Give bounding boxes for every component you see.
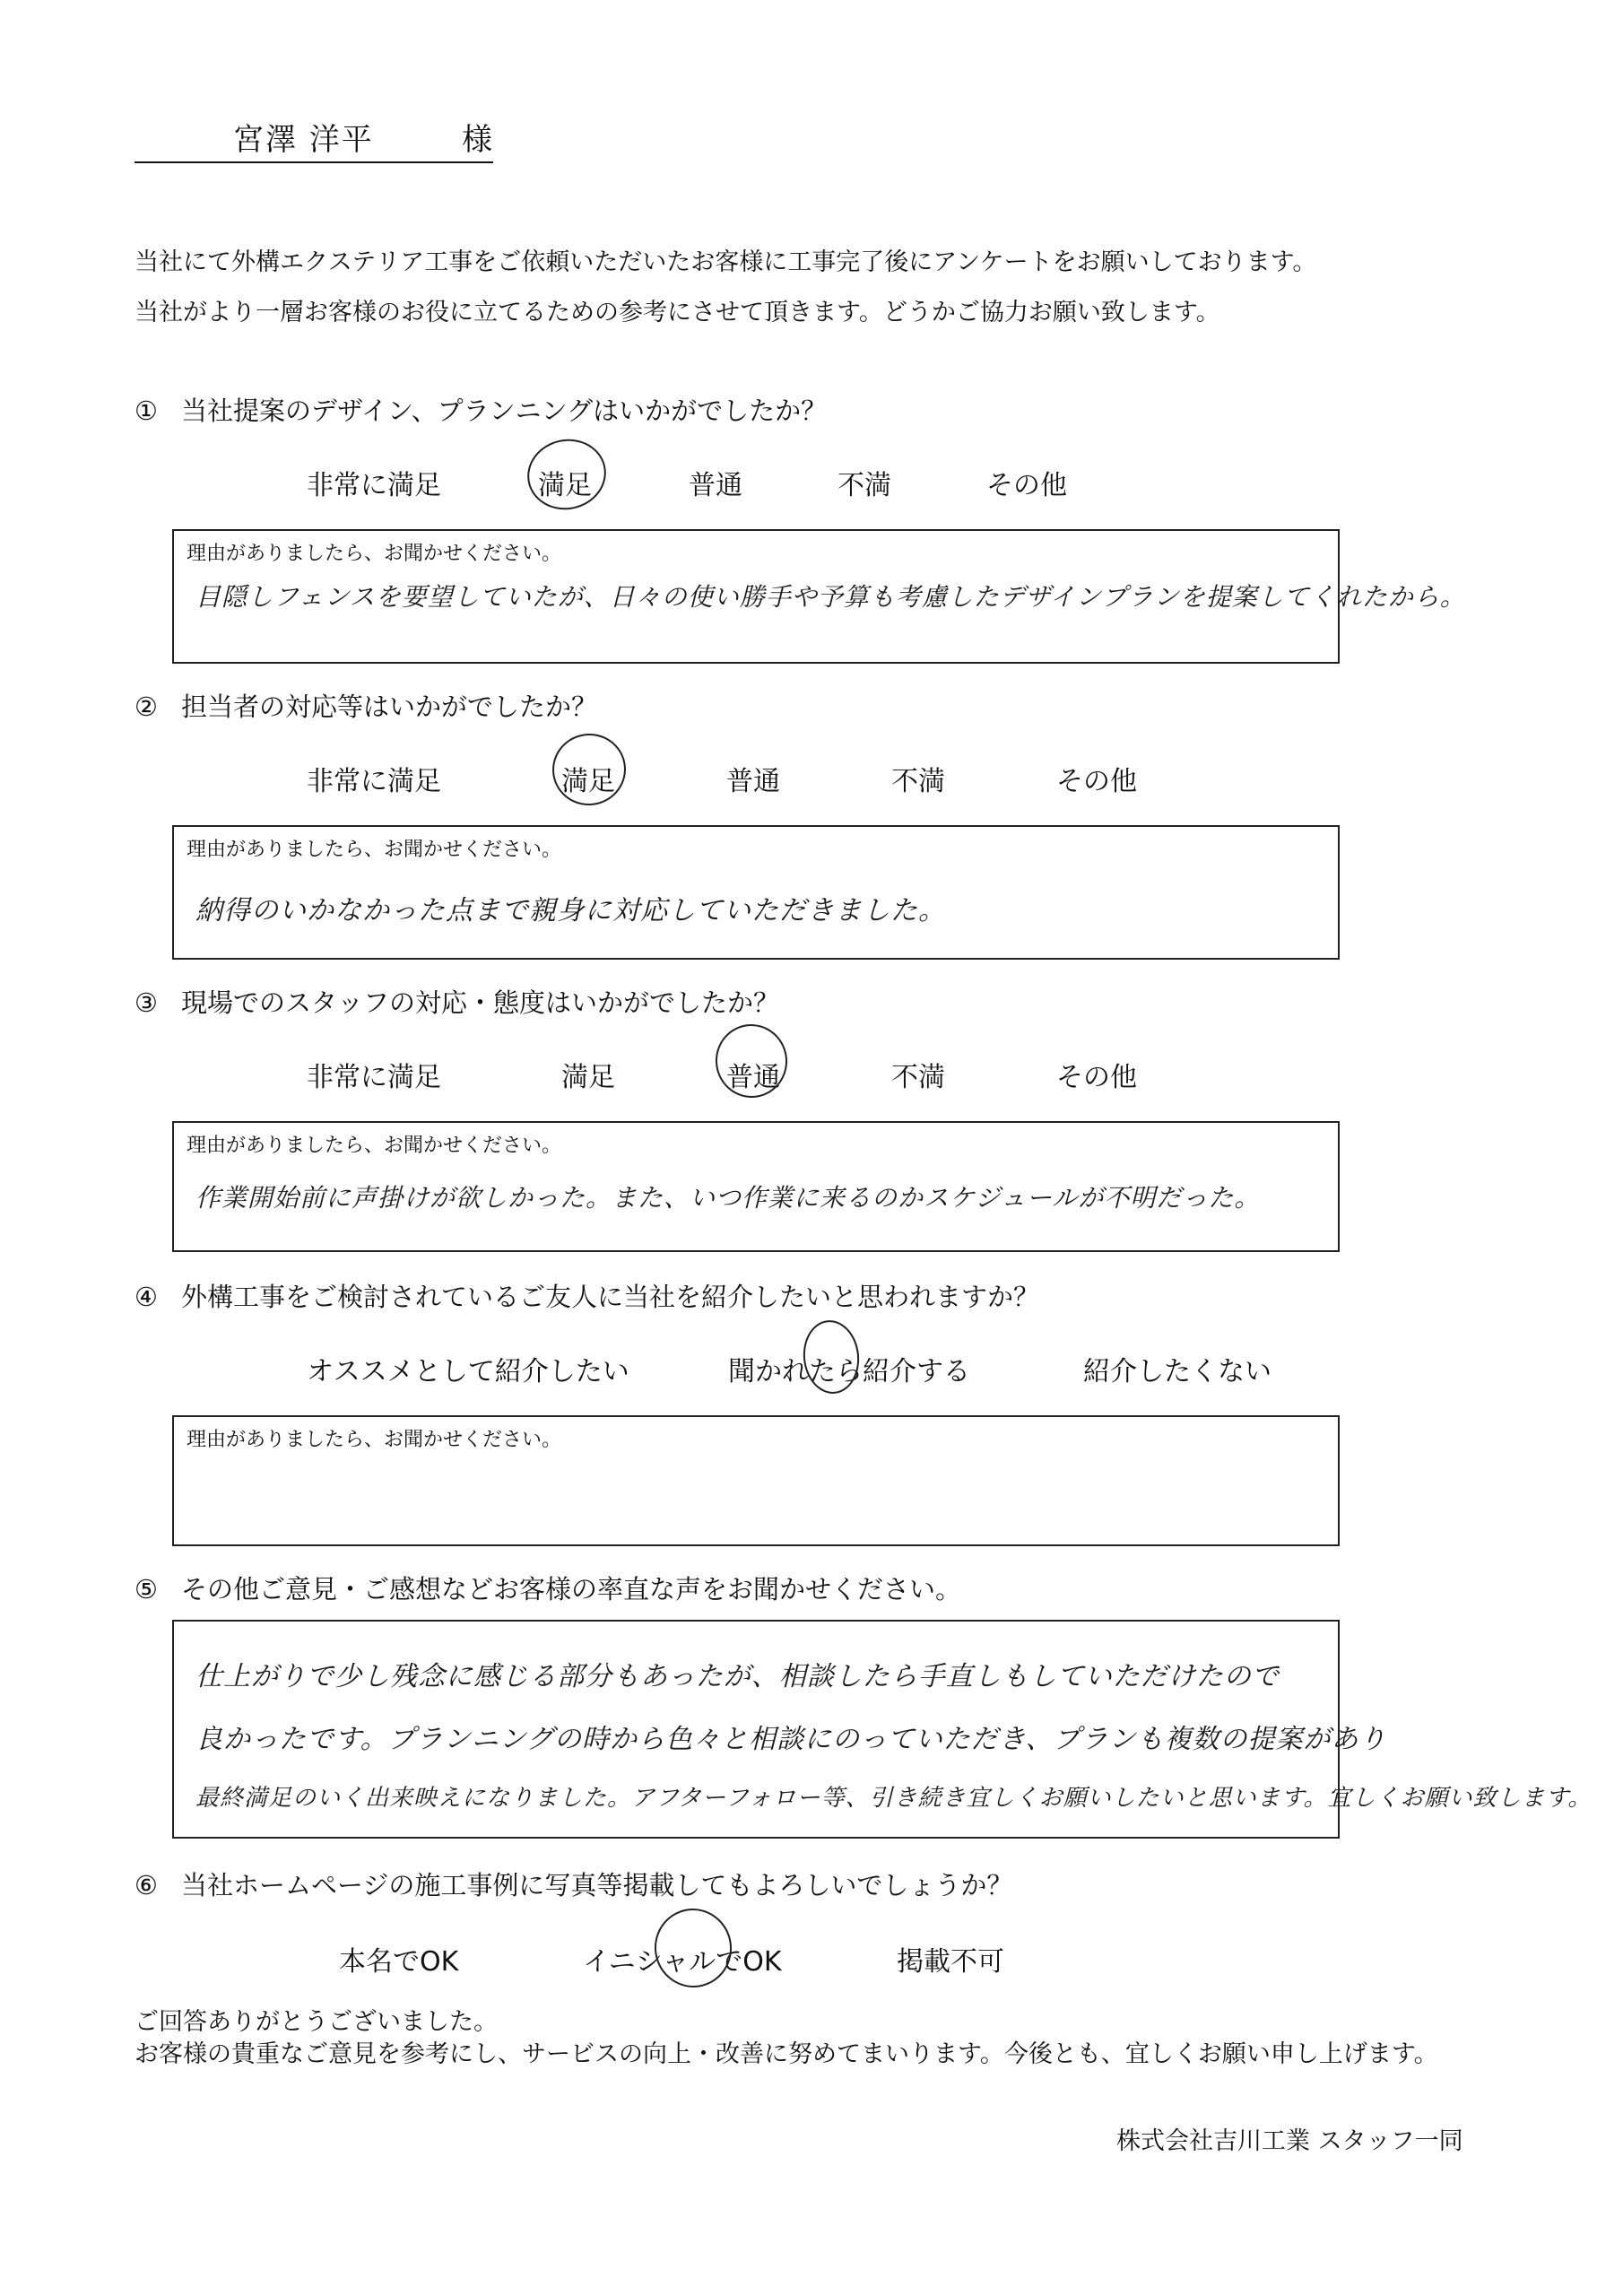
- question-5-number: ⑤: [135, 1574, 158, 1605]
- q6-option-not-allowed[interactable]: 掲載不可: [897, 1946, 1004, 1978]
- question-1: [135, 391, 827, 428]
- question-6-number: ⑥: [135, 1870, 158, 1900]
- question-1-number: ①: [135, 396, 158, 426]
- q2-option-satisfied[interactable]: 満足: [561, 766, 615, 797]
- question-6-text: 当社ホームページの施工事例に写真等掲載してもよろしいでしょうか？: [181, 1870, 1013, 1900]
- q4-option-if-asked[interactable]: 聞かれたら紹介する: [728, 1356, 970, 1387]
- question-5: [135, 1570, 961, 1606]
- q3-option-very-satisfied[interactable]: 非常に満足: [307, 1062, 441, 1093]
- q1-option-normal[interactable]: 普通: [689, 470, 742, 501]
- q5-handwritten-line-3: 最終満足のいく出来映えになりました。アフターフォロー等、引き続き宜しくお願いしたいと思います。宜しくお願い致します。: [195, 1785, 1593, 1812]
- q5-comment-box[interactable]: [172, 1620, 1593, 1839]
- question-3-text: 現場でのスタッフの対応・態度はいかがでしたか？: [181, 987, 780, 1018]
- q3-reason-hint: 理由がありましたら、お聞かせください。: [187, 1135, 562, 1157]
- q1-reason-box[interactable]: [172, 529, 1466, 664]
- addressee-honorific: 様: [462, 122, 492, 158]
- q3-reason-box[interactable]: [172, 1121, 1340, 1252]
- question-1-text: 当社提案のデザイン、プランニングはいかがでしたか？: [181, 396, 828, 426]
- q2-reason-hint: 理由がありましたら、お聞かせください。: [187, 839, 562, 861]
- q2-option-very-satisfied[interactable]: 非常に満足: [307, 766, 441, 797]
- question-2-number: ②: [135, 691, 158, 722]
- question-2: [135, 687, 597, 724]
- question-2-text: 担当者の対応等はいかがでしたか？: [181, 691, 598, 722]
- q3-option-satisfied[interactable]: 満足: [561, 1062, 615, 1093]
- q1-option-very-satisfied[interactable]: 非常に満足: [307, 470, 441, 501]
- intro-line-1: 当社にて外構エクステリア工事をご依頼いただいたお客様に工事完了後にアンケートをお願いしております。: [135, 248, 1317, 276]
- q5-handwritten-line-1: 仕上がりで少し残念に感じる部分もあったが、相談したら手直しもしていただけたので: [195, 1661, 1280, 1692]
- q1-selection-circle: [521, 432, 612, 517]
- q1-option-other[interactable]: その他: [986, 470, 1067, 501]
- q2-reason-box[interactable]: [172, 825, 1340, 960]
- closing-line-2: お客様の貴重なご意見を参考にし、サービスの向上・改善に努めてまいります。今後とも、宜しくお願い申し上げます。: [135, 2040, 1438, 2068]
- q6-option-real-name[interactable]: 本名でOK: [339, 1946, 459, 1978]
- company-signature: 株式会社吉川工業 スタッフ一同: [1116, 2127, 1463, 2155]
- question-3: [135, 983, 779, 1020]
- q2-selection-circle: [547, 727, 632, 811]
- q3-option-other[interactable]: その他: [1056, 1062, 1137, 1093]
- question-5-text: その他ご意見・ご感想などお客様の率直な声をお聞かせください。: [181, 1574, 962, 1605]
- question-4-text: 外構工事をご検討されているご友人に当社を紹介したいと思われますか？: [181, 1282, 1040, 1312]
- addressee-name: 宮澤 洋平: [233, 122, 374, 158]
- q4-option-recommend[interactable]: オススメとして紹介したい: [307, 1356, 629, 1387]
- q1-option-satisfied[interactable]: 満足: [538, 470, 592, 501]
- q4-reason-hint: 理由がありましたら、お聞かせください。: [187, 1429, 562, 1451]
- intro-line-2: 当社がより一層お客様のお役に立てるための参考にさせて頂きます。どうかご協力お願い致します。: [135, 299, 1220, 326]
- q1-option-dissatisfied[interactable]: 不満: [838, 470, 891, 501]
- q2-option-other[interactable]: その他: [1056, 766, 1137, 797]
- q3-option-dissatisfied[interactable]: 不満: [891, 1062, 945, 1093]
- q4-option-not-recommend[interactable]: 紹介したくない: [1083, 1356, 1271, 1387]
- q2-option-dissatisfied[interactable]: 不満: [891, 766, 945, 797]
- q2-handwritten-answer: 納得のいかなかった点まで親身に対応していただきました。: [195, 895, 946, 926]
- addressee-line: [135, 108, 493, 163]
- closing-line-1: ご回答ありがとうございました。: [135, 2008, 498, 2036]
- question-4-number: ④: [135, 1282, 158, 1312]
- q5-handwritten-line-2: 良かったです。プランニングの時から色々と相談にのっていただき、プランも複数の提案があり: [195, 1724, 1387, 1755]
- q6-selection-circle: [648, 1902, 738, 1994]
- q6-option-initials[interactable]: イニシャルでOK: [583, 1946, 782, 1978]
- question-3-number: ③: [135, 987, 158, 1018]
- q3-handwritten-answer: 作業開始前に声掛けが欲しかった。また、いつ作業に来るのかスケジュールが不明だった。: [195, 1183, 1261, 1213]
- q1-reason-hint: 理由がありましたら、お聞かせください。: [187, 543, 562, 565]
- q3-option-normal[interactable]: 普通: [726, 1062, 780, 1093]
- q2-option-normal[interactable]: 普通: [726, 766, 780, 797]
- q4-reason-box[interactable]: [172, 1415, 1340, 1546]
- question-4: [135, 1277, 1039, 1314]
- q1-handwritten-answer: 目隠しフェンスを要望していたが、日々の使い勝手や予算も考慮したデザインプランを提案してくれたから。: [195, 582, 1466, 612]
- question-6: [135, 1866, 1012, 1902]
